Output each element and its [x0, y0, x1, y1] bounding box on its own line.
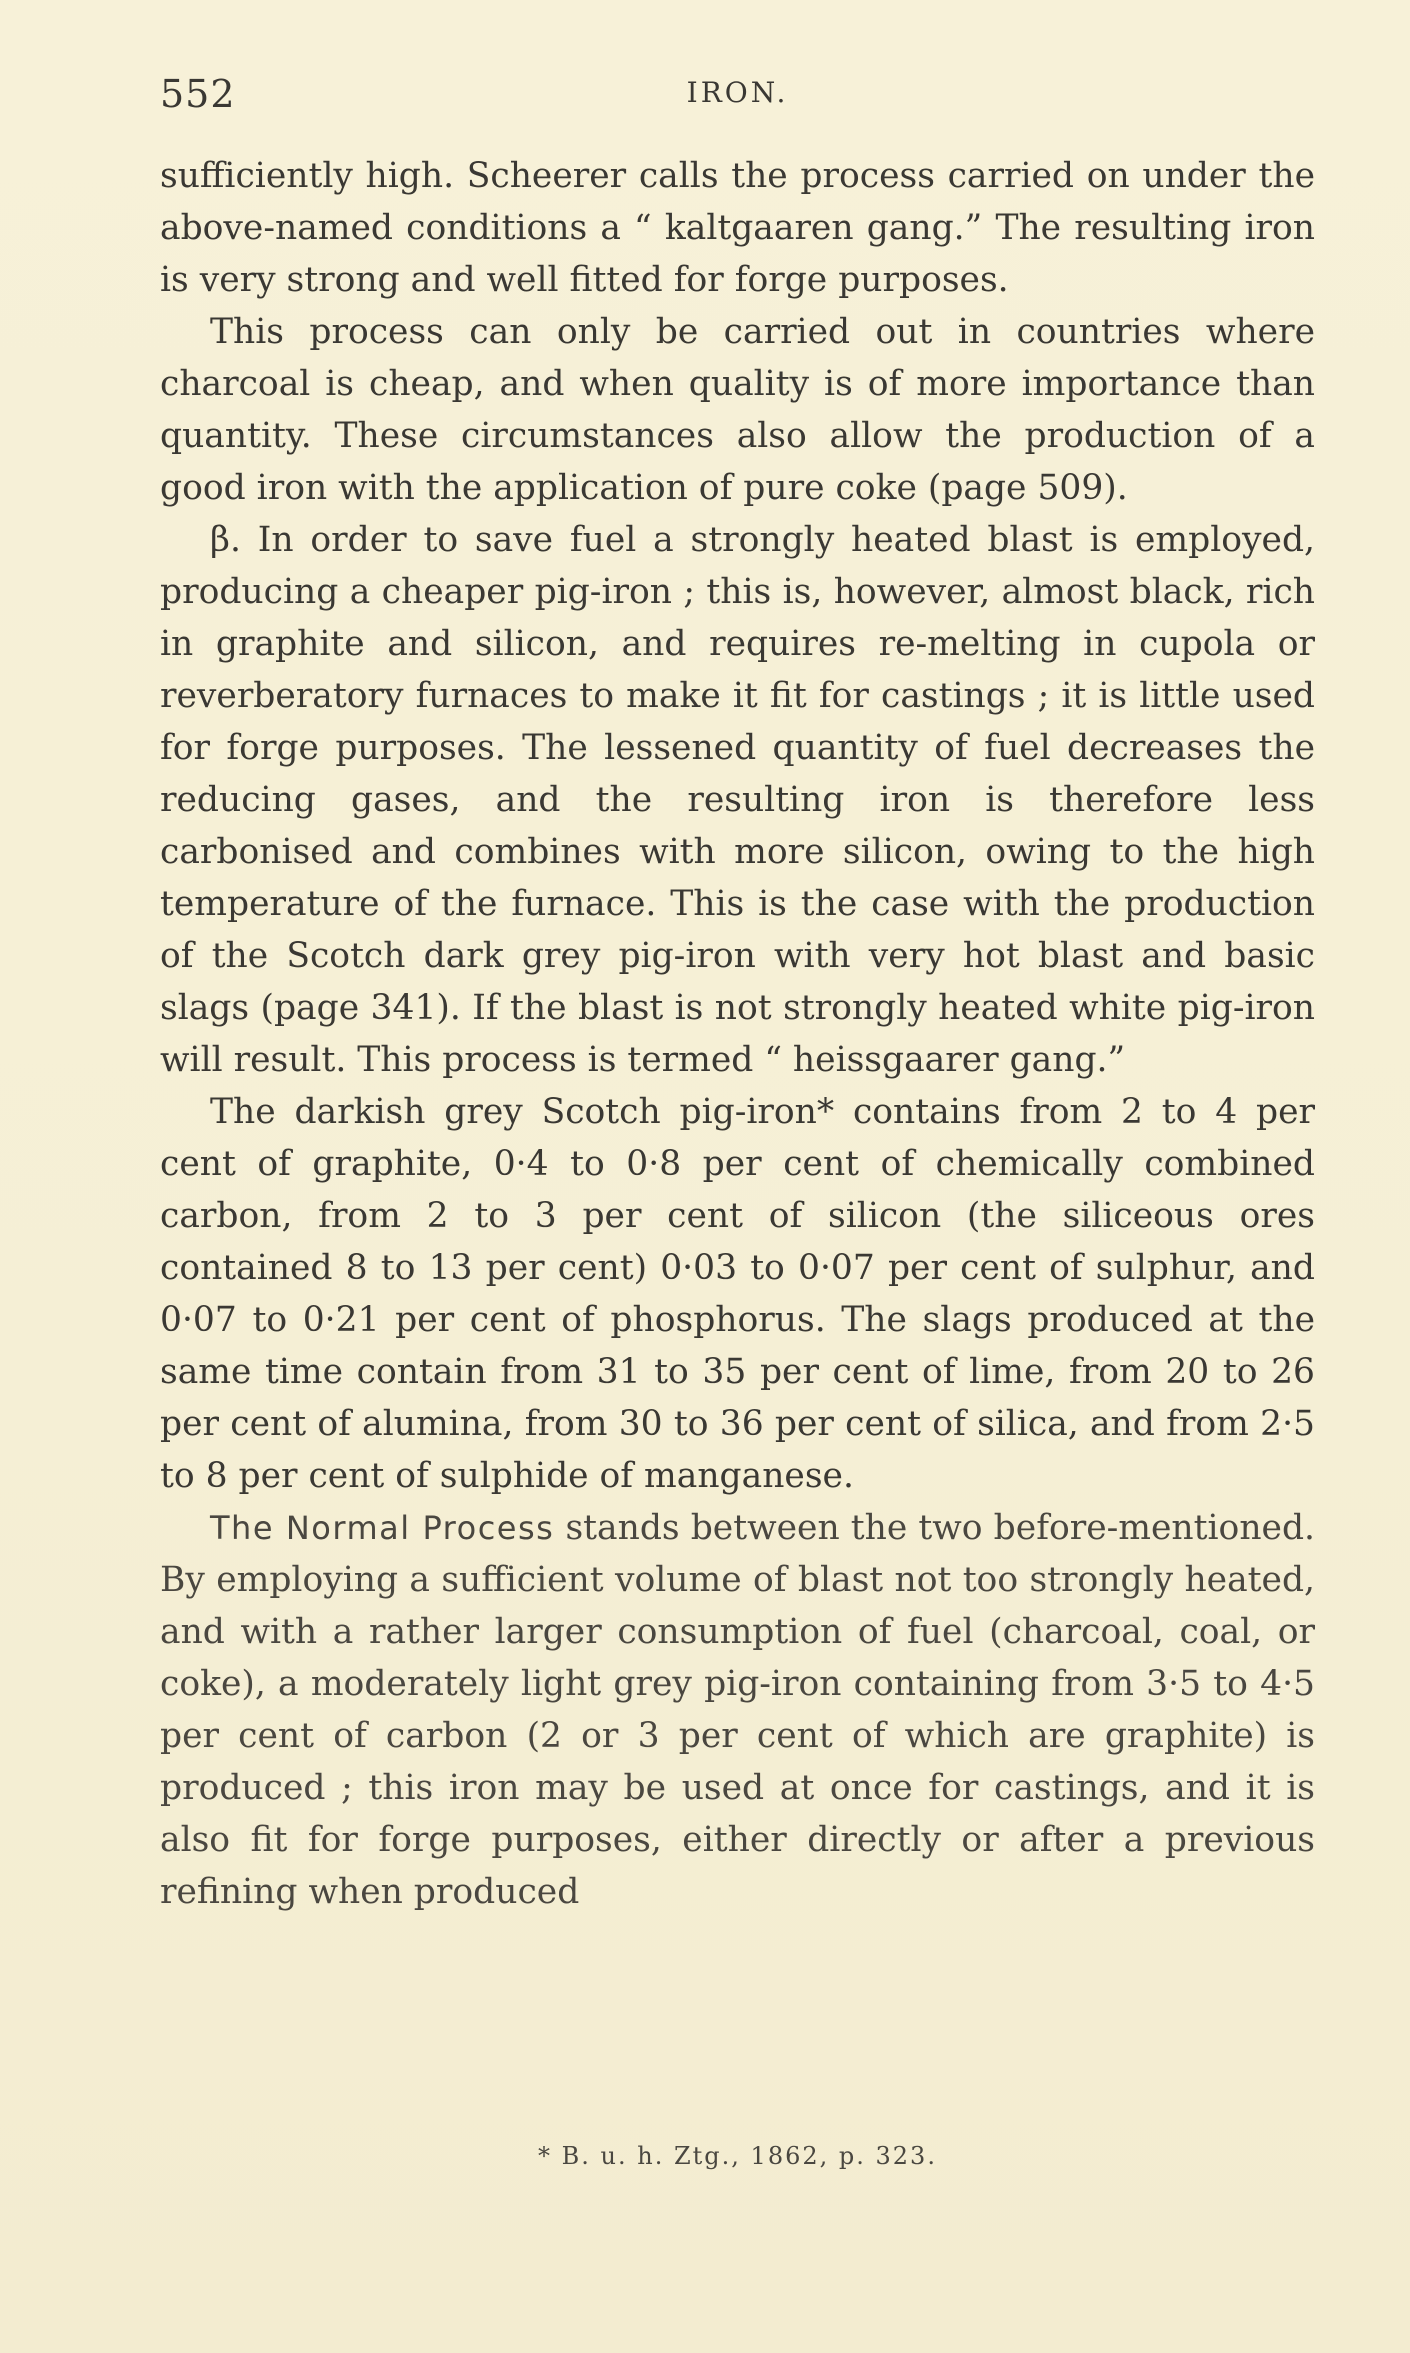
page-number: 552 — [160, 72, 236, 116]
footnote: * B. u. h. Ztg., 1862, p. 323. — [538, 2142, 937, 2170]
normal-process-text: stands between the two before-mentioned. By employing a sufficient volume of blast not too strongly heated, and with a rather larger consumption of fuel (charcoal, coal, or coke), a moderately light grey pig-iron containing from 3·5 to 4·5 per cent of carbon (2 or 3 per cent of which are graphite) is produced ; this iron may be used at once for castings, and it is also fit for forge purposes, either directly or after a previous refining when produced — [160, 1508, 1316, 1912]
running-head — [160, 72, 1315, 122]
body-text — [160, 150, 1315, 1918]
paragraph-charcoal: This process can only be carried out in countries where charcoal is cheap, and when quality is of more importance than quantity. These circumstances also allow the production of a good iron with the application of pure coke (page 509). — [160, 312, 1315, 508]
normal-process-heading: The Normal Process — [210, 1509, 555, 1547]
paragraph-normal-process — [160, 1502, 1315, 1918]
paragraph-scotch-pig-iron: The darkish grey Scotch pig-iron* contains from 2 to 4 per cent of graphite, 0·4 to 0·8 per cent of chemically combined carbon, from 2 to 3 per cent of silicon (the siliceous ores contained 8 to 13 per cent) 0·03 to 0·07 per cent of sulphur, and 0·07 to 0·21 per cent of phosphorus. The slags produced at the same time contain from 31 to 35 per cent of lime, from 20 to 26 per cent of alumina, from 30 to 36 per cent of silica, and from 2·5 to 8 per cent of sulphide of manganese. — [160, 1092, 1315, 1496]
running-title: IRON. — [686, 76, 789, 109]
paragraph-beta-hot-blast: β. In order to save fuel a strongly heated blast is employed, producing a cheaper pig-iron ; this is, however, almost black, rich in graphite and silicon, and requires re-melting in cupola or reverberatory furnaces to make it fit for castings ; it is little used for forge purposes. The lessened quantity of fuel decreases the reducing gases, and the resulting iron is therefore less carbonised and combines with more silicon, owing to the high temperature of the furnace. This is the case with the production of the Scotch dark grey pig-iron with very hot blast and basic slags (page 341). If the blast is not strongly heated white pig-iron will result. This process is termed “ heissgaarer gang.” — [160, 520, 1315, 1080]
paragraph-continuation: sufficiently high. Scheerer calls the process carried on under the above-named conditions a “ kaltgaaren gang.” The resulting iron is very strong and well fitted for forge purposes. — [160, 156, 1315, 300]
